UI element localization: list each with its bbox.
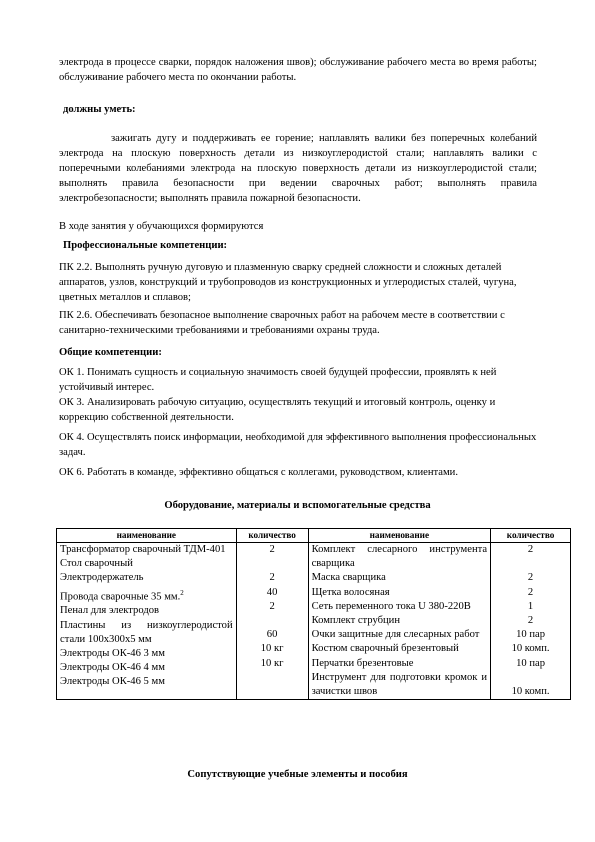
list-item: Комплект слесарного инструмента сварщика bbox=[311, 544, 488, 570]
qty-value bbox=[240, 614, 305, 628]
list-item bbox=[60, 586, 233, 605]
skills-paragraph: зажигать дугу и поддерживать ее горение; наплавлять валики без поперечных колебаний электрода на плоскую поверхность детали из низкоуглеродистой стали; наплавлять валики с поперечными колебаниями электрода на плоскую поверхность детали из низкоуглеродистой стали; выполнять правила безопасности при ведении сварочных работ; выполнять правила электробезопасности; выполнять правила пожарной безопасности. bbox=[59, 133, 537, 204]
header-qty-left: количество bbox=[236, 529, 308, 543]
pk-item-2-6: ПК 2.6. Обеспечивать безопасное выполнение сварочных работ на рабочем месте в соответствии с санитарно-техническими требованиями и требованиями охраны труда. bbox=[59, 310, 505, 336]
qty-value bbox=[240, 557, 305, 571]
table-row bbox=[57, 543, 571, 700]
left-qty-cell bbox=[236, 543, 308, 700]
professional-competencies-heading: Профессиональные компетенции: bbox=[63, 240, 228, 251]
qty-value: 10 комп. bbox=[511, 643, 550, 655]
list-item: Костюм сварочный брезентовый bbox=[311, 643, 459, 655]
list-item: Щетка волосяная bbox=[311, 586, 390, 598]
left-names-cell bbox=[57, 543, 237, 700]
ok-item-6: ОК 6. Работать в команде, эффективно общаться с коллегами, руководством, клиентами. bbox=[59, 467, 458, 478]
list-item: Сеть переменного тока U 380-220В bbox=[311, 600, 471, 612]
footer-heading: Сопутствующие учебные элементы и пособия bbox=[187, 769, 408, 780]
qty-value: 2 bbox=[527, 544, 534, 555]
qty-value: 2 bbox=[269, 572, 275, 584]
qty-value: 10 кг bbox=[260, 657, 284, 669]
list-item: Комплект струбцин bbox=[311, 615, 401, 627]
header-qty-right: количество bbox=[491, 529, 571, 543]
right-names-cell bbox=[308, 543, 491, 700]
list-item: Пенал для электродов bbox=[60, 605, 160, 617]
pk-item-2-2: ПК 2.2. Выполнять ручную дуговую и плазменную сварку средней сложности и сложных деталей аппаратов, узлов, конструкций и трубопроводов из конструкционных и углеродистых сталей, чугуна, цветных металлов и сплавов; bbox=[59, 262, 517, 303]
right-qty-cell bbox=[491, 543, 571, 700]
list-item: Трансформатор сварочный ТДМ-401 bbox=[60, 544, 226, 555]
skills-heading: должны уметь: bbox=[63, 104, 136, 115]
qty-value: 10 пар bbox=[516, 629, 545, 641]
list-item: Электроды ОК-46 3 мм bbox=[60, 647, 165, 659]
list-item: Маска сварщика bbox=[311, 572, 386, 584]
header-name-right: наименование bbox=[308, 529, 491, 543]
ok-item-4: ОК 4. Осуществлять поиск информации, необходимой для эффективного выполнения профессиональных задач. bbox=[59, 432, 537, 458]
ok-item-3: ОК 3. Анализировать рабочую ситуацию, осуществлять текущий и итоговый контроль, оценку и коррекцию собственной деятельности. bbox=[59, 397, 496, 423]
ok-item-1: ОК 1. Понимать сущность и социальную значимость своей будущей профессии, проявлять к ней устойчивый интерес. bbox=[59, 367, 497, 393]
header-name-left: наименование bbox=[57, 529, 237, 543]
qty-value bbox=[494, 671, 567, 685]
general-competencies-heading: Общие компетенции: bbox=[59, 347, 162, 358]
equipment-table bbox=[56, 528, 571, 700]
list-item: Электродержатель bbox=[60, 572, 144, 584]
list-item: Стол сварочный bbox=[60, 558, 133, 570]
qty-value: 2 bbox=[527, 615, 534, 626]
list-item: Очки защитные для слесарных работ bbox=[311, 629, 480, 641]
superscript-mark: 2 bbox=[180, 588, 184, 597]
list-item: Инструмент для подготовки кромок и зачистки швов bbox=[311, 671, 488, 698]
qty-value bbox=[494, 557, 567, 571]
qty-value: 2 bbox=[527, 586, 534, 598]
list-item: Электроды ОК-46 4 мм bbox=[60, 662, 165, 674]
qty-value: 2 bbox=[269, 600, 275, 612]
qty-value: 60 bbox=[266, 629, 278, 641]
qty-value: 2 bbox=[527, 572, 534, 584]
wire-label: Провода сварочные 35 мм. bbox=[60, 591, 181, 603]
qty-value: 10 кг bbox=[260, 643, 284, 655]
qty-value: 10 комп. bbox=[511, 686, 550, 697]
list-item: Перчатки брезентовые bbox=[311, 657, 414, 669]
list-item: Пластины из низкоуглеродистой стали 100х300х5 мм bbox=[60, 619, 233, 645]
formed-text: В ходе занятия у обучающихся формируются bbox=[59, 221, 264, 232]
table-header-row bbox=[57, 529, 571, 543]
qty-value: 1 bbox=[527, 600, 534, 612]
qty-value: 10 пар bbox=[516, 657, 545, 669]
intro-paragraph: электрода в процессе сварки, порядок наложения швов); обслуживание рабочего места во время работы; обслуживание рабочего места по окончании работы. bbox=[59, 57, 537, 83]
equipment-heading: Оборудование, материалы и вспомогательные средства bbox=[164, 500, 431, 511]
qty-value: 2 bbox=[269, 544, 275, 555]
qty-value: 40 bbox=[266, 586, 278, 598]
list-item: Электроды ОК-46 5 мм bbox=[60, 676, 165, 688]
